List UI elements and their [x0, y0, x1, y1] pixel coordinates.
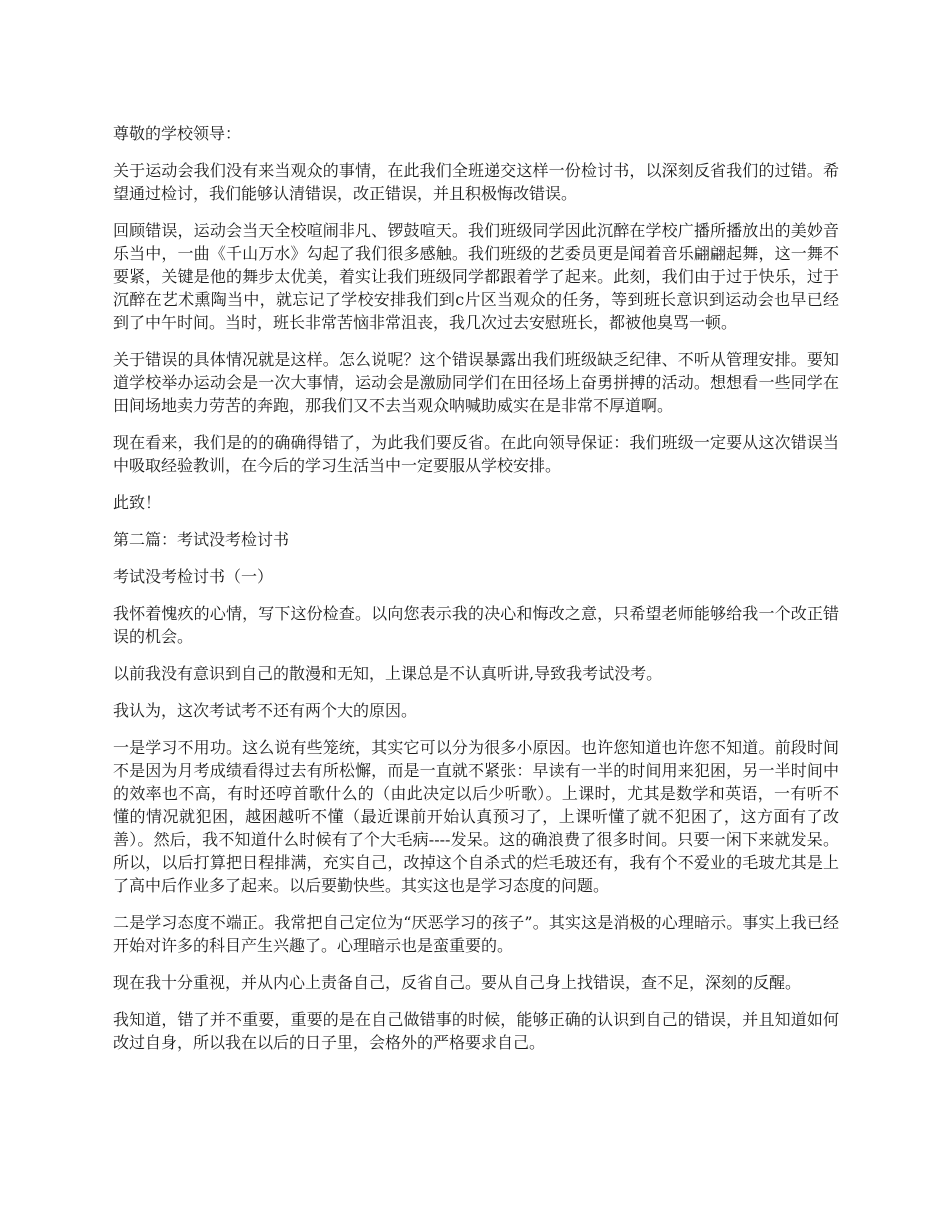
- body-paragraph: 我认为，这次考试考不还有两个大的原因。: [113, 701, 418, 720]
- body-paragraph: 现在看来，我们是的的确确得错了，为此我们要反省。在此向领导保证：我们班级一定要从这次错误当中吸取经验教训，在今后的学习生活当中一定要服从学校安排。: [113, 433, 839, 475]
- document-body: [113, 122, 839, 1068]
- body-paragraph: 现在我十分重视，并从内心上责备自己，反省自己。要从自己身上找错误，查不足，深刻的反醒。: [113, 973, 802, 992]
- body-paragraph: 关于错误的具体情况就是这样。怎么说呢？这个错误暴露出我们班级缺乏纪律、不听从管理安排。要知道学校举办运动会是一次大事情，运动会是激励同学们在田径场上奋勇拼搏的活动。想想看一些同学在田间场地卖力劳苦的奔跑，那我们又不去当观众呐喊助威实在是非常不厚道啊。: [113, 350, 839, 415]
- body-paragraph: 关于运动会我们没有来当观众的事情，在此我们全班递交这样一份检讨书，以深刻反省我们的过错。希望通过检讨，我们能够认清错误，改正错误，并且积极悔改错误。: [113, 161, 839, 203]
- closing: 此致！: [113, 493, 162, 512]
- salutation: 尊敬的学校领导：: [113, 124, 242, 143]
- body-paragraph: 二是学习态度不端正。我常把自己定位为“厌恶学习的孩子”。其实这是消极的心理暗示。事实上我已经开始对许多的科目产生兴趣了。心理暗示也是蛮重要的。: [113, 913, 839, 955]
- body-paragraph: 回顾错误，运动会当天全校喧闹非凡、锣鼓喧天。我们班级同学因此沉醉在学校广播所播放出的美妙音乐当中，一曲《千山万水》勾起了我们很多感触。我们班级的艺委员更是闻着音乐翩翩起舞，这一舞不要紧，关键是他的舞步太优美，着实让我们班级同学都跟着学了起来。此刻，我们由于过于快乐，过于沉醉在艺术熏陶当中，就忘记了学校安排我们到c片区当观众的任务，等到班长意识到运动会也早已经到了中午时间。当时，班长非常苦恼非常沮丧，我几次过去安慰班长，都被他臭骂一顿。: [113, 221, 839, 332]
- section-heading: 第二篇：考试没考检讨书: [113, 530, 290, 549]
- body-paragraph: 以前我没有意识到自己的散漫和无知，上课总是不认真听讲,导致我考试没考。: [113, 664, 663, 683]
- body-paragraph: 一是学习不用功。这么说有些笼统，其实它可以分为很多小原因。也许您知道也许您不知道。前段时间不是因为月考成绩看得过去有所松懈，而是一直就不紧张：早读有一半的时间用来犯困，另一半时间中的效率也不高，有时还哼首歌什么的（由此决定以后少听歌）。上课时，尤其是数学和英语，一有听不懂的情况就犯困，越困越听不懂（最近课前开始认真预习了，上课听懂了就不犯困了，这方面有了改善）。然后，我不知道什么时候有了个大毛病----发呆。这的确浪费了很多时间。只要一闲下来就发呆。所以，以后打算把日程排满，充实自己，改掉这个自杀式的烂毛玻还有，我有个不爱业的毛玻尤其是上了高中后作业多了起来。以后要勤快些。其实这也是学习态度的问题。: [113, 738, 839, 895]
- subsection-heading: 考试没考检讨书（一）: [113, 567, 274, 586]
- body-paragraph: 我怀着愧疚的心情，写下这份检查。以向您表示我的决心和悔改之意，只希望老师能够给我一个改正错误的机会。: [113, 604, 839, 646]
- body-paragraph: 我知道，错了并不重要，重要的是在自己做错事的时候，能够正确的认识到自己的错误，并且知道如何改过自身，所以我在以后的日子里，会格外的严格要求自己。: [113, 1010, 839, 1052]
